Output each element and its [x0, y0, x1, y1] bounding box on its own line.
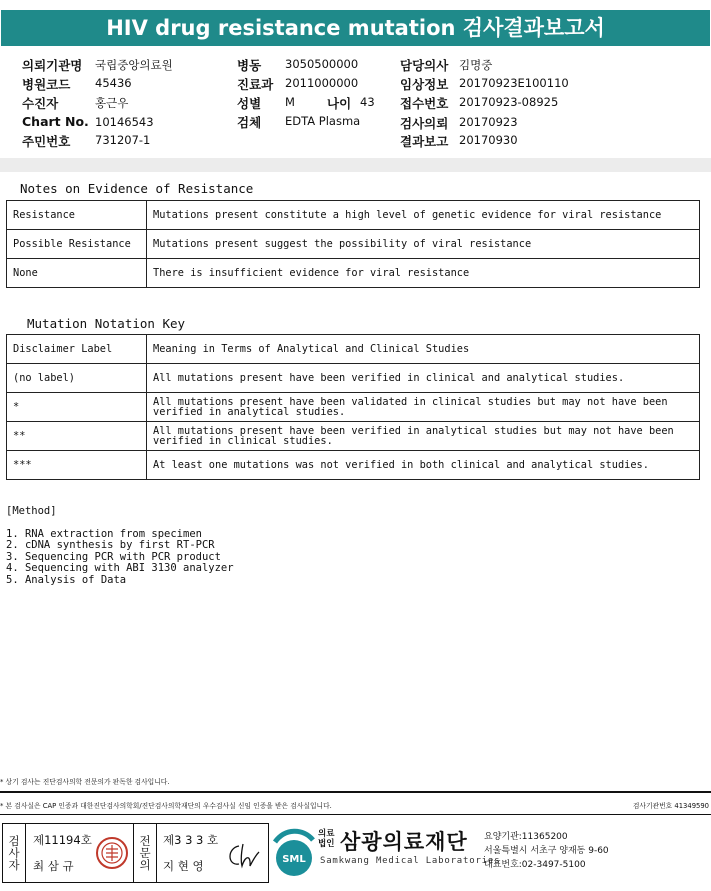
table-cell: Resistance [7, 201, 147, 230]
method-section [6, 506, 234, 586]
table-cell: Meaning in Terms of Analytical and Clinical Studies [147, 335, 700, 364]
examiner-license: 제11194호 [33, 833, 92, 847]
info-label: 검체 [237, 115, 262, 130]
specialist-license: 제3 3 3 호 [163, 833, 219, 847]
info-value: M [285, 95, 295, 109]
method-step: 1. RNA extraction from specimen [6, 527, 202, 540]
sml-logo-icon [271, 826, 317, 878]
info-label: Chart No. [22, 114, 89, 129]
info-label: 성별 [237, 96, 262, 111]
table-cell: (no label) [7, 364, 147, 393]
info-label: 병동 [237, 58, 262, 73]
table-cell: * [7, 393, 147, 422]
info-label: 접수번호 [400, 96, 449, 111]
info-label: 나이 [327, 96, 352, 111]
info-value: 20170923 [459, 115, 518, 129]
table-row [7, 335, 700, 364]
info-label: 담당의사 [400, 58, 449, 73]
table-row [7, 422, 700, 451]
info-value: 10146543 [95, 115, 154, 129]
info-label: 의뢰기관명 [22, 58, 83, 73]
method-step: 2. cDNA synthesis by first RT-PCR [6, 539, 215, 551]
logo-text: SML [282, 854, 306, 865]
table-cell: All mutations present have been verified in analytical studies but may not have been verified in clinical studies. [147, 422, 700, 451]
info-value: 국립중앙의료원 [95, 58, 173, 72]
org-info-line: 대표번호:02-3497-5100 [484, 860, 586, 870]
table-cell: There is insufficient evidence for viral resistance [147, 259, 700, 288]
table-row [7, 201, 700, 230]
org-info-line: 요양기관:11365200 [484, 832, 568, 842]
info-label: 임상정보 [400, 77, 449, 92]
info-value: 김명중 [459, 58, 493, 72]
notes-section-title: Notes on Evidence of Resistance [20, 181, 254, 196]
info-label: 주민번호 [22, 134, 71, 149]
info-value: 20170923E100110 [459, 76, 569, 90]
info-value: 43 [360, 95, 375, 109]
info-value: 홍근우 [95, 96, 129, 110]
info-label: 검사의뢰 [400, 116, 449, 131]
table-cell: All mutations present have been verified in clinical and analytical studies. [147, 364, 700, 393]
table-cell: Disclaimer Label [7, 335, 147, 364]
table-cell: Possible Resistance [7, 230, 147, 259]
section-divider [0, 158, 711, 172]
patient-info [0, 53, 711, 153]
footnote-certification: * 본 검사실은 CAP 인증과 대한진단검사의학회/진단검사의학재단의 우수검사실 신임 인증을 받은 검사실입니다. [0, 802, 332, 810]
notation-key-table [6, 334, 700, 480]
info-value: 731207-1 [95, 133, 151, 147]
table-row [7, 230, 700, 259]
resistance-notes-table [6, 200, 700, 288]
info-value: EDTA Plasma [285, 114, 361, 128]
table-cell: At least one mutations was not verified in both clinical and analytical studies. [147, 451, 700, 480]
method-step: 3. Sequencing PCR with PCR product [6, 550, 221, 563]
signature-box [2, 823, 269, 883]
info-value: 45436 [95, 76, 132, 90]
institution-code: 검사기관번호 41349590 [632, 802, 709, 810]
info-value: 20170930 [459, 133, 518, 147]
report-title: HIV drug resistance mutation 검사결과보고서 [1, 10, 710, 46]
table-row [7, 451, 700, 480]
notation-section-title: Mutation Notation Key [27, 316, 186, 331]
organization-name: 삼광의료재단 [340, 830, 468, 854]
org-info-line: 서울특별시 서초구 양재동 9-60 [484, 846, 609, 856]
table-cell: Mutations present suggest the possibility of viral resistance [147, 230, 700, 259]
table-row [7, 259, 700, 288]
info-label: 결과보고 [400, 134, 449, 149]
seal-icon [95, 836, 129, 870]
table-cell: None [7, 259, 147, 288]
method-step: 5. Analysis of Data [6, 573, 127, 586]
info-label: 진료과 [237, 77, 274, 92]
info-value: 2011000000 [285, 76, 359, 90]
signature-icon [225, 842, 261, 870]
info-value: 3050500000 [285, 57, 359, 71]
org-prefix: 의료 법인 [318, 829, 335, 849]
table-cell: All mutations present have been validated in clinical studies but may not have been verified in analytical studies. [147, 393, 700, 422]
table-cell: ** [7, 422, 147, 451]
footnote-physician: * 상기 검사는 진단검사의학 전문의가 판독한 검사입니다. [0, 778, 170, 786]
examiner-name: 최 삼 규 [33, 859, 74, 873]
examiner-label: 검사자 [3, 824, 26, 882]
table-row [7, 393, 700, 422]
divider [0, 814, 711, 815]
table-cell: *** [7, 451, 147, 480]
info-label: 수진자 [22, 96, 59, 111]
info-label: 병원코드 [22, 77, 71, 92]
divider [0, 791, 711, 793]
table-row [7, 364, 700, 393]
organization-english: Samkwang Medical Laboratories [320, 856, 501, 866]
specialist-name: 지 현 영 [163, 859, 204, 873]
specialist-label: 전문의 [133, 824, 157, 882]
method-step: 4. Sequencing with ABI 3130 analyzer [6, 562, 234, 574]
info-value: 20170923-08925 [459, 95, 559, 109]
method-title: [Method] [6, 505, 57, 517]
table-cell: Mutations present constitute a high level of genetic evidence for viral resistance [147, 201, 700, 230]
organization-info [484, 830, 609, 872]
